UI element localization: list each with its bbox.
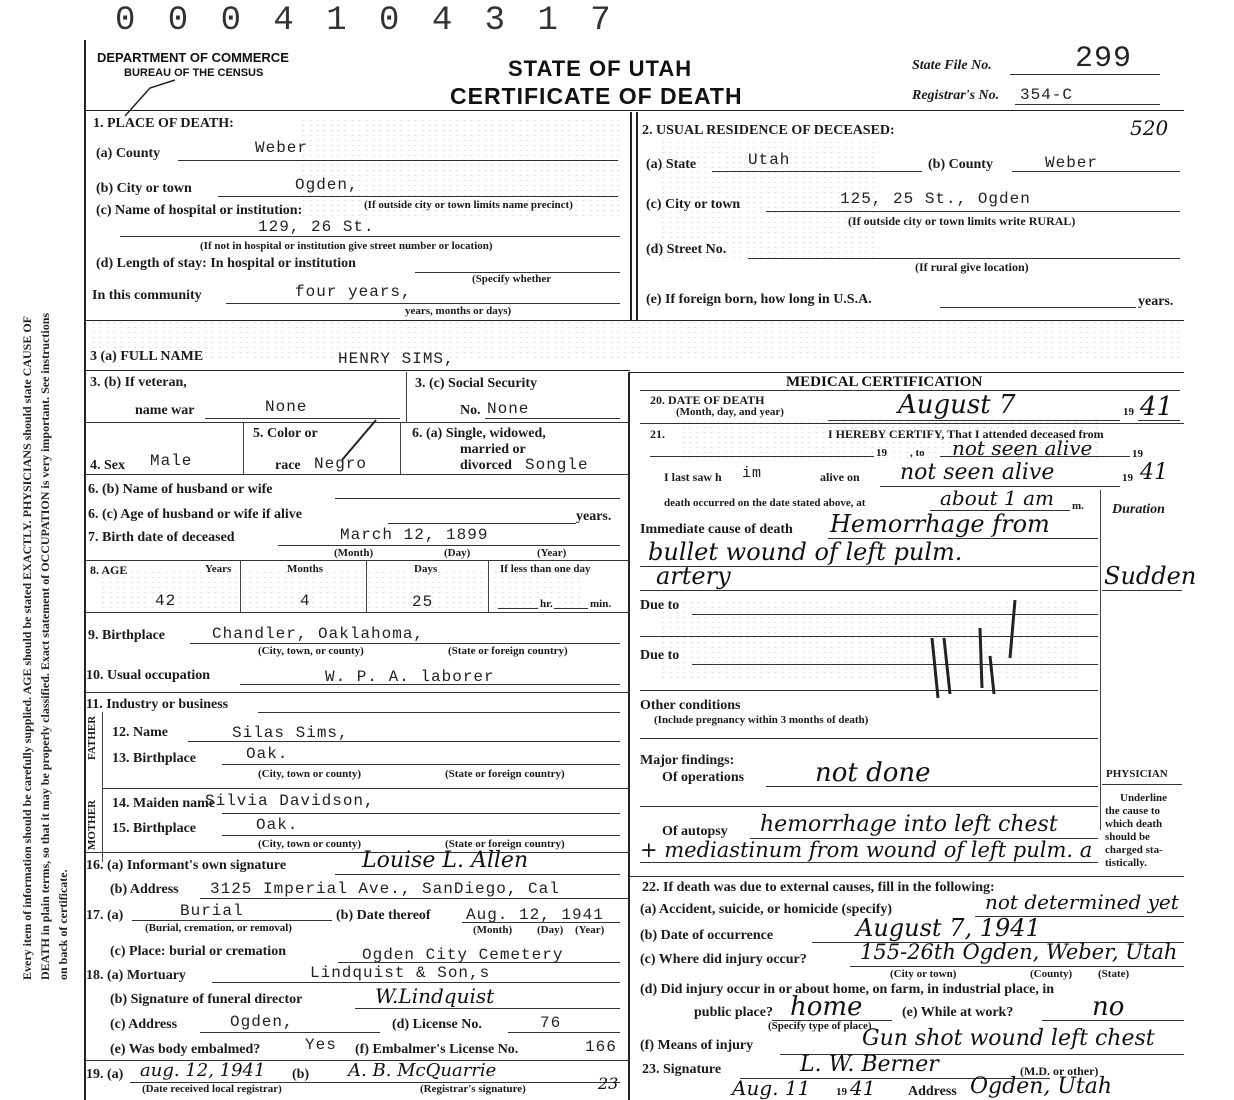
birth-day-sub: (Day) <box>444 547 471 559</box>
min-label: min. <box>590 598 612 610</box>
birth-month-sub: (Month) <box>334 547 374 559</box>
registrar-sig-sub: (Registrar's signature) <box>420 1083 526 1095</box>
occurrence-label: (b) Date of occurrence <box>640 928 774 943</box>
spouse-name-label: 6. (b) Name of husband or wife <box>88 482 273 497</box>
res-county-label: (b) County <box>928 157 993 172</box>
informant-address-value: 3125 Imperial Ave., SanDiego, Cal <box>210 880 560 898</box>
to-label: , to <box>910 447 925 459</box>
name-war-value: None <box>265 398 308 416</box>
date-of-death-sub: (Month, day, and year) <box>676 406 784 418</box>
father-bp-sub-city: (City, town or county) <box>258 768 362 780</box>
mother-name-label: 14. Maiden name <box>112 796 216 811</box>
m-label: m. <box>1072 500 1084 512</box>
corner-number: 520 <box>1130 116 1169 140</box>
marital-label-1: 6. (a) Single, widowed, <box>412 426 546 441</box>
registrar-no-label: Registrar's No. <box>912 88 1000 103</box>
instructions-line-3: on back of certificate. <box>56 869 70 980</box>
burial-place-label: (c) Place: burial or cremation <box>110 944 286 959</box>
residence-heading: 2. USUAL RESIDENCE OF DECEASED: <box>642 123 895 138</box>
major-findings-label: Major findings: <box>640 753 735 768</box>
last-saw-him: im <box>742 465 763 482</box>
scan-noise <box>90 320 1180 360</box>
occurred-label: death occurred on the date stated above, at <box>664 497 866 509</box>
public-place-value: home <box>790 992 863 1022</box>
hospital-sub: (If not in hospital or institution give street number or location) <box>200 240 493 252</box>
res-street-note: (If rural give location) <box>915 260 1029 274</box>
hr-label: hr. <box>540 598 553 610</box>
lt-day-label: If less than one day <box>500 563 591 575</box>
burial-date-value: Aug. 12, 1941 <box>466 906 604 924</box>
burial-value: Burial <box>180 902 244 920</box>
age-years-value: 42 <box>155 592 177 610</box>
license-label: (d) License No. <box>392 1017 482 1032</box>
place-of-death-heading: 1. PLACE OF DEATH: <box>93 116 234 131</box>
birthplace-sub-state: (State or foreign country) <box>448 645 568 657</box>
certify-number: 21. <box>650 427 665 441</box>
underline-note-1: Underline <box>1120 792 1168 804</box>
age-label: 8. AGE <box>90 563 128 577</box>
spouse-age-label: 6. (c) Age of husband or wife if alive <box>88 507 303 522</box>
community-label: In this community <box>92 288 202 303</box>
bureau-label: BUREAU OF THE CENSUS <box>124 67 264 79</box>
means-value: Gun shot wound left chest <box>862 1026 1155 1051</box>
due-to-2: Due to <box>640 648 680 663</box>
autopsy-label: Of autopsy <box>662 824 728 839</box>
color-label: 5. Color or <box>253 426 318 441</box>
mortuary-value: Lindquist & Son,s <box>310 964 491 982</box>
funeral-director-label: (b) Signature of funeral director <box>110 992 303 1007</box>
duration-value: Sudden <box>1104 562 1197 590</box>
res-state-value: Utah <box>748 151 791 169</box>
means-label: (f) Means of injury <box>640 1038 754 1053</box>
full-name-label: 3 (a) FULL NAME <box>90 349 204 364</box>
operations-label: Of operations <box>662 770 745 785</box>
other-conditions-label: Other conditions <box>640 698 741 713</box>
father-birthplace-value: Oak. <box>246 745 289 763</box>
embalmed-value: Yes <box>305 1036 337 1054</box>
marital-label-3: divorced <box>460 458 512 473</box>
birthplace-sub-city: (City, town, or county) <box>258 645 364 657</box>
alive-on-label: alive on <box>820 470 860 484</box>
sex-value: Male <box>150 452 193 470</box>
full-name-value: HENRY SIMS, <box>338 350 455 368</box>
time-value: about 1 am <box>940 486 1055 510</box>
birthplace-label: 9. Birthplace <box>88 628 165 643</box>
md-label: (M.D. or other) <box>1020 1064 1099 1078</box>
burial-date-sub-month: (Month) <box>473 924 513 936</box>
res-county-value: Weber <box>1045 154 1099 172</box>
accident-value: not determined yet <box>985 890 1179 914</box>
signature-19: 19 <box>836 1086 847 1098</box>
sex-label: 4. Sex <box>90 458 125 473</box>
signature-date: Aug. 11 <box>732 1076 811 1100</box>
underline-note-6: tistically. <box>1105 857 1147 869</box>
state-file-value: 299 <box>1075 42 1133 76</box>
burial-sub: (Burial, cremation, or removal) <box>145 922 292 934</box>
cause-line-2: bullet wound of left pulm. <box>648 538 963 566</box>
birth-date-label: 7. Birth date of deceased <box>88 530 235 545</box>
from-19: 19 <box>876 447 887 459</box>
cause-label: Immediate cause of death <box>640 522 793 537</box>
underline-note-3: which death <box>1105 818 1163 830</box>
instructions-line-1: Every item of information should be carefully supplied. AGE should be stated EXACTLY. PHYSICIANS should state CAUSE OF <box>20 316 34 980</box>
underline-note-4: should be <box>1105 831 1150 843</box>
birthplace-value: Chandler, Oaklahoma, <box>212 625 425 643</box>
registrar-b-label: (b) <box>292 1067 310 1082</box>
burial-date-sub-year: (Year) <box>575 924 605 936</box>
birth-year-sub: (Year) <box>537 547 567 559</box>
where-sub-county: (County) <box>1030 968 1073 980</box>
hospital-note: (If outside city or town limits name precinct) <box>364 199 573 211</box>
hospital-label: (c) Name of hospital or institution: <box>96 203 303 218</box>
mother-bp-sub-state: (State or foreign country) <box>445 838 565 850</box>
county-label: (a) County <box>96 146 161 161</box>
years-months-days: years, months or days) <box>405 305 512 317</box>
community-value: four years, <box>295 283 412 301</box>
at-work-label: (e) While at work? <box>902 1005 1014 1020</box>
check-mark-icon <box>120 78 180 118</box>
operations-value: not done <box>815 758 931 788</box>
signature-value: L. W. Berner <box>800 1052 939 1077</box>
margin-marks-icon <box>920 598 1030 708</box>
attended-to-19: 19 <box>1132 448 1143 460</box>
home-label: (d) Did injury occur in or about home, on farm, in industrial place, in <box>640 982 1055 997</box>
form-title: CERTIFICATE OF DEATH <box>450 83 743 109</box>
race-label: race <box>275 458 301 473</box>
res-city-value: 125, 25 St., Ogden <box>840 190 1031 208</box>
mother-birthplace-value: Oak. <box>256 816 299 834</box>
registrar-line-label: 19. (a) <box>86 1067 124 1082</box>
res-street-label: (d) Street No. <box>646 242 727 257</box>
date-year-prefix: 19 <box>1123 406 1134 418</box>
registrar-no-value: 354-C <box>1020 86 1074 104</box>
where-label: (c) Where did injury occur? <box>640 952 807 967</box>
other-conditions-sub: (Include pregnancy within 3 months of death) <box>654 714 869 726</box>
mother-bp-sub-city: (City, town or county) <box>258 838 362 850</box>
embalmed-label: (e) Was body embalmed? <box>110 1042 261 1057</box>
physician-label: PHYSICIAN <box>1106 768 1168 780</box>
at-work-value: no <box>1092 992 1125 1022</box>
cause-line-3: artery <box>656 562 731 590</box>
embalmer-license-value: 166 <box>585 1038 617 1056</box>
where-sub-city: (City or town) <box>890 968 957 980</box>
informant-label: 16. (a) Informant's own signature <box>86 858 287 873</box>
occupation-label: 10. Usual occupation <box>86 668 211 683</box>
age-days-value: 25 <box>412 593 434 611</box>
autopsy-line-2: + mediastinum from wound of left pulm. a <box>640 838 1093 862</box>
date-year-value: 41 <box>1140 392 1174 422</box>
registrar-date-sub: (Date received local registrar) <box>142 1083 282 1095</box>
accident-label: (a) Accident, suicide, or homicide (specify) <box>640 902 893 917</box>
funeral-director-signature: W.Lindquist <box>375 984 495 1008</box>
state-file-label: State File No. <box>912 58 992 73</box>
date-of-death-label: 20. DATE OF DEATH <box>650 393 765 407</box>
age-days-label: Days <box>414 563 438 575</box>
foreign-born-label: (e) If foreign born, how long in U.S.A. <box>646 292 872 307</box>
hospital-value: 129, 26 St. <box>258 218 375 236</box>
certify-text: I HEREBY CERTIFY, That I attended deceased from <box>828 427 1104 441</box>
informant-address-label: (b) Address <box>110 882 179 897</box>
industry-label: 11. Industry or business <box>86 697 229 712</box>
signature-address-value: Ogden, Utah <box>970 1074 1113 1099</box>
where-sub-state: (State) <box>1098 968 1130 980</box>
date-of-death-value: August 7 <box>898 390 1016 420</box>
last-seen-19: 19 <box>1122 472 1133 484</box>
marital-label-2: married or <box>460 442 526 457</box>
mother-birthplace-label: 15. Birthplace <box>112 821 196 836</box>
serial-number: 0 0 0 4 1 0 4 3 1 7 <box>115 2 617 40</box>
registrar-date-value: aug. 12, 1941 <box>140 1060 266 1081</box>
mortuary-address-label: (c) Address <box>110 1017 178 1032</box>
ss-value: None <box>487 400 530 418</box>
ss-no-label: No. <box>460 403 481 418</box>
city-value: Ogden, <box>295 176 359 194</box>
registrar-tail: 23 <box>598 1074 619 1093</box>
marital-value: Songle <box>525 456 589 474</box>
public-place-label: public place? <box>694 1005 773 1020</box>
license-value: 76 <box>540 1014 562 1032</box>
signature-label: 23. Signature <box>642 1062 722 1077</box>
autopsy-line-1: hemorrhage into left chest <box>760 812 1058 837</box>
underline-note-2: the cause to <box>1105 805 1160 817</box>
social-security-label: 3. (c) Social Security <box>415 376 538 391</box>
res-city-label: (c) City or town <box>646 197 741 212</box>
stay-label: (d) Length of stay: In hospital or institution <box>96 256 356 271</box>
city-label: (b) City or town <box>96 181 192 196</box>
duration-label: Duration <box>1112 502 1165 517</box>
father-name-value: Silas Sims, <box>232 724 349 742</box>
signature-year: 41 <box>850 1076 876 1100</box>
due-to-1: Due to <box>640 598 680 613</box>
burial-date-label: (b) Date thereof <box>336 908 431 923</box>
spouse-age-years: years. <box>576 509 612 524</box>
registrar-signature: A. B. McQuarrie <box>348 1060 497 1081</box>
medical-heading: MEDICAL CERTIFICATION <box>786 374 983 390</box>
race-value: Negro <box>314 455 368 473</box>
birth-date-value: March 12, 1899 <box>340 526 489 544</box>
res-city-note: (If outside city or town limits write RURAL) <box>848 214 1076 228</box>
form-title-state: STATE OF UTAH <box>508 56 693 81</box>
father-name-label: 12. Name <box>112 725 168 740</box>
public-place-sub: (Specify type of place) <box>768 1020 872 1032</box>
burial-label: 17. (a) <box>86 908 124 923</box>
last-seen-year: 41 <box>1140 460 1168 485</box>
attended-to-value: not seen alive <box>952 436 1093 460</box>
mother-name-value: Silvia Davidson, <box>205 792 375 810</box>
occupation-value: W. P. A. laborer <box>325 668 495 686</box>
mortuary-label: 18. (a) Mortuary <box>86 968 186 983</box>
burial-date-sub-day: (Day) <box>537 924 564 936</box>
signature-address-label: Address <box>908 1084 957 1099</box>
burial-place-value: Ogden City Cemetery <box>362 946 564 964</box>
check-mark-icon <box>340 416 380 464</box>
embalmer-license-label: (f) Embalmer's License No. <box>355 1042 519 1057</box>
father-birthplace-label: 13. Birthplace <box>112 751 196 766</box>
age-months-value: 4 <box>300 592 311 610</box>
last-seen-value: not seen alive <box>900 460 1055 485</box>
informant-signature: Louise L. Allen <box>362 848 529 873</box>
father-side-label: FATHER <box>86 715 98 760</box>
name-war-label: name war <box>135 403 195 418</box>
age-months-label: Months <box>287 563 324 575</box>
last-saw-label: I last saw h <box>664 470 722 484</box>
foreign-years: years. <box>1138 294 1174 309</box>
cause-line-1: Hemorrhage from <box>830 510 1050 538</box>
where-value: 155-26th Ogden, Weber, Utah <box>860 940 1178 964</box>
instructions-line-2: DEATH in plain terms, so that it may be properly classified. Exact statement of OCCUPATION is very important. See instructions <box>38 312 52 980</box>
mother-side-label: MOTHER <box>86 799 98 850</box>
veteran-label: 3. (b) If veteran, <box>90 375 187 390</box>
res-state-label: (a) State <box>646 157 697 172</box>
department-label: DEPARTMENT OF COMMERCE <box>97 50 289 65</box>
father-bp-sub-state: (State or foreign country) <box>445 768 565 780</box>
specify-note: (Specify whether <box>472 273 552 285</box>
occurrence-value: August 7, 1941 <box>856 914 1041 942</box>
mortuary-address-value: Ogden, <box>230 1013 294 1031</box>
underline-note-5: charged sta- <box>1105 844 1163 856</box>
external-causes-label: 22. If death was due to external causes, fill in the following: <box>642 880 995 895</box>
age-years-label: Years <box>205 563 232 575</box>
county-value: Weber <box>255 139 309 157</box>
